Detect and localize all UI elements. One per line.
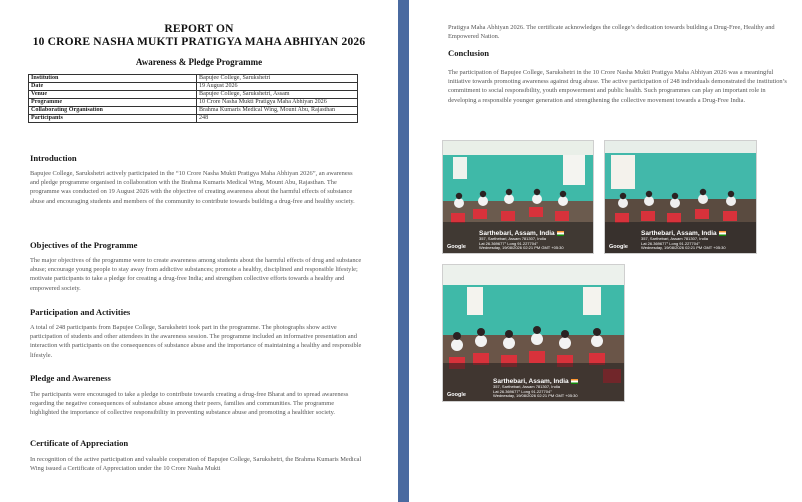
- table-label: Institution: [29, 75, 197, 83]
- geo-timestamp: Wednesday, 19/08/2026 02:21 PM GMT +05:30: [479, 245, 564, 251]
- heading-pledge: Pledge and Awareness: [30, 373, 111, 383]
- heading-participation: Participation and Activities: [30, 307, 131, 317]
- table-value: 248: [197, 115, 358, 123]
- table-value: Bapujee College, Sarukshetri: [197, 75, 358, 83]
- table-row: [29, 83, 358, 91]
- paragraph-pledge: The participants were encouraged to take a pledge to contribute towards creating a drug-free Bharat and to spread awareness regarding the negative consequences of substance abuse among their peers, families and communities. The programme highlighted the importance of collective responsibility in preventing substance abuse and promoting a healthier society.: [30, 391, 349, 417]
- document-page-left: [0, 0, 398, 502]
- heading-introduction: Introduction: [30, 153, 77, 163]
- paragraph-certificate-part1: In recognition of the active participation and valuable cooperation of Bapujee College, Sarukshetri, the Brahma Kumaris Medical Wing issued a Certificate of Appreciation under the 10 Crore Nasha Mukti: [30, 456, 362, 473]
- report-subtitle: Awareness & Pledge Programme: [135, 57, 263, 67]
- page-gutter: [398, 0, 409, 502]
- heading-conclusion: Conclusion: [448, 48, 490, 58]
- heading-certificate: Certificate of Appreciation: [30, 438, 129, 448]
- table-row: [29, 107, 358, 115]
- table-row: [29, 99, 358, 107]
- table-row: [29, 75, 358, 83]
- table-label: Participants: [29, 115, 197, 123]
- google-watermark: Google: [447, 244, 466, 250]
- event-photo-3: [442, 264, 625, 402]
- info-table: [28, 74, 358, 123]
- table-value: Brahma Kumaris Medical Wing, Mount Abu, Rajasthan: [197, 107, 358, 115]
- paragraph-conclusion: The participation of Bapujee College, Sarukshetri in the 10 Crore Nasha Mukti Pratigya Maha Abhiyan 2026 was a meaningful initiative towards promoting awareness against drug abuse. The active participation of 248 individuals demonstrated the institution’s commitment to social responsibility, youth empowerment and public health. Such programmes can play an important role in developing a responsible younger generation and strengthening the collective movement towards a Drug-Free India.: [448, 69, 787, 104]
- report-title-line1: REPORT ON: [164, 23, 234, 35]
- india-flag-icon: [557, 231, 564, 236]
- table-value: Bapujee College, Sarukshetri, Assam: [197, 91, 358, 99]
- table-row: [29, 115, 358, 123]
- geo-coordinates: Lat 26.369677° Long 91.227704°: [493, 388, 552, 394]
- geo-timestamp: Wednesday, 19/08/2026 02:21 PM GMT +05:30: [641, 245, 726, 251]
- paragraph-objectives: The major objectives of the programme were to create awareness among students about the harmful effects of drug and substance abuse; encourage young people to stay away from addictive substances; promote a healthy, disciplined and responsible lifestyle; motivate participants to take a pledge for creating a drug-free India; and strengthen collective efforts towards a healthy and empowered society.: [30, 257, 362, 292]
- geo-coordinates: Lat 26.369677° Long 91.227704°: [479, 240, 538, 246]
- geo-coordinates: Lat 26.369677° Long 91.227704°: [641, 240, 700, 246]
- table-row: [29, 91, 358, 99]
- event-photo-1: [442, 140, 594, 254]
- geo-location: Sarthebari, Assam, India: [493, 378, 569, 386]
- geo-stamp: [479, 230, 564, 251]
- event-photo-2: [604, 140, 757, 254]
- geo-address: 357, Sarthebari, Assam 781307, India: [493, 384, 560, 390]
- table-value: 10 Crore Nasha Mukti Pratigya Maha Abhiyan 2026: [197, 99, 358, 107]
- india-flag-icon: [719, 231, 726, 236]
- paragraph-participation: A total of 248 participants from Bapujee College, Sarukshetri took part in the programme. The photographs show active participation of students and other attendees in the awareness session. The programme included an informative presentation and interaction with participants on the consequences of substance abuse and the importance of maintaining a healthy and responsible lifestyle.: [30, 324, 362, 359]
- geo-timestamp: Wednesday, 19/08/2026 02:21 PM GMT +05:30: [493, 393, 578, 399]
- paragraph-introduction: Bapujee College, Sarukshetri actively participated in the “10 Crore Nasha Mukti Pratigya Maha Abhiyan 2026”, an awareness and pledge programme organised in collaboration with the Brahma Kumaris Medical Wing, Mount Abu, Rajasthan. The programme was conducted on 19 August 2026 with the objective of creating awareness about the harmful effects of substance abuse and encouraging students and members of the community to contribute towards building a drug-free and healthy society.: [30, 170, 355, 205]
- google-watermark: Google: [447, 392, 466, 398]
- table-label: Venue: [29, 91, 197, 99]
- india-flag-icon: [571, 379, 578, 384]
- geo-address: 357, Sarthebari, Assam 781307, India: [479, 236, 546, 242]
- geo-stamp: [641, 230, 726, 251]
- table-label: Collaborating Organisation: [29, 107, 197, 115]
- table-value: 19 August 2026: [197, 83, 358, 91]
- report-title-line2: 10 CRORE NASHA MUKTI PRATIGYA MAHA ABHIYAN 2026: [32, 36, 366, 48]
- heading-objectives: Objectives of the Programme: [30, 240, 138, 250]
- google-watermark: Google: [609, 244, 628, 250]
- geo-stamp: [493, 378, 578, 399]
- geo-address: 357, Sarthebari, Assam 781307, India: [641, 236, 708, 242]
- geo-location: Sarthebari, Assam, India: [641, 230, 717, 238]
- table-label: Programme: [29, 99, 197, 107]
- table-label: Date: [29, 83, 197, 91]
- geo-location: Sarthebari, Assam, India: [479, 230, 555, 238]
- paragraph-certificate-part2: Pratigya Maha Abhiyan 2026. The certificate acknowledges the college’s dedication towards building a Drug-Free, Healthy and Empowered Nation.: [448, 24, 775, 41]
